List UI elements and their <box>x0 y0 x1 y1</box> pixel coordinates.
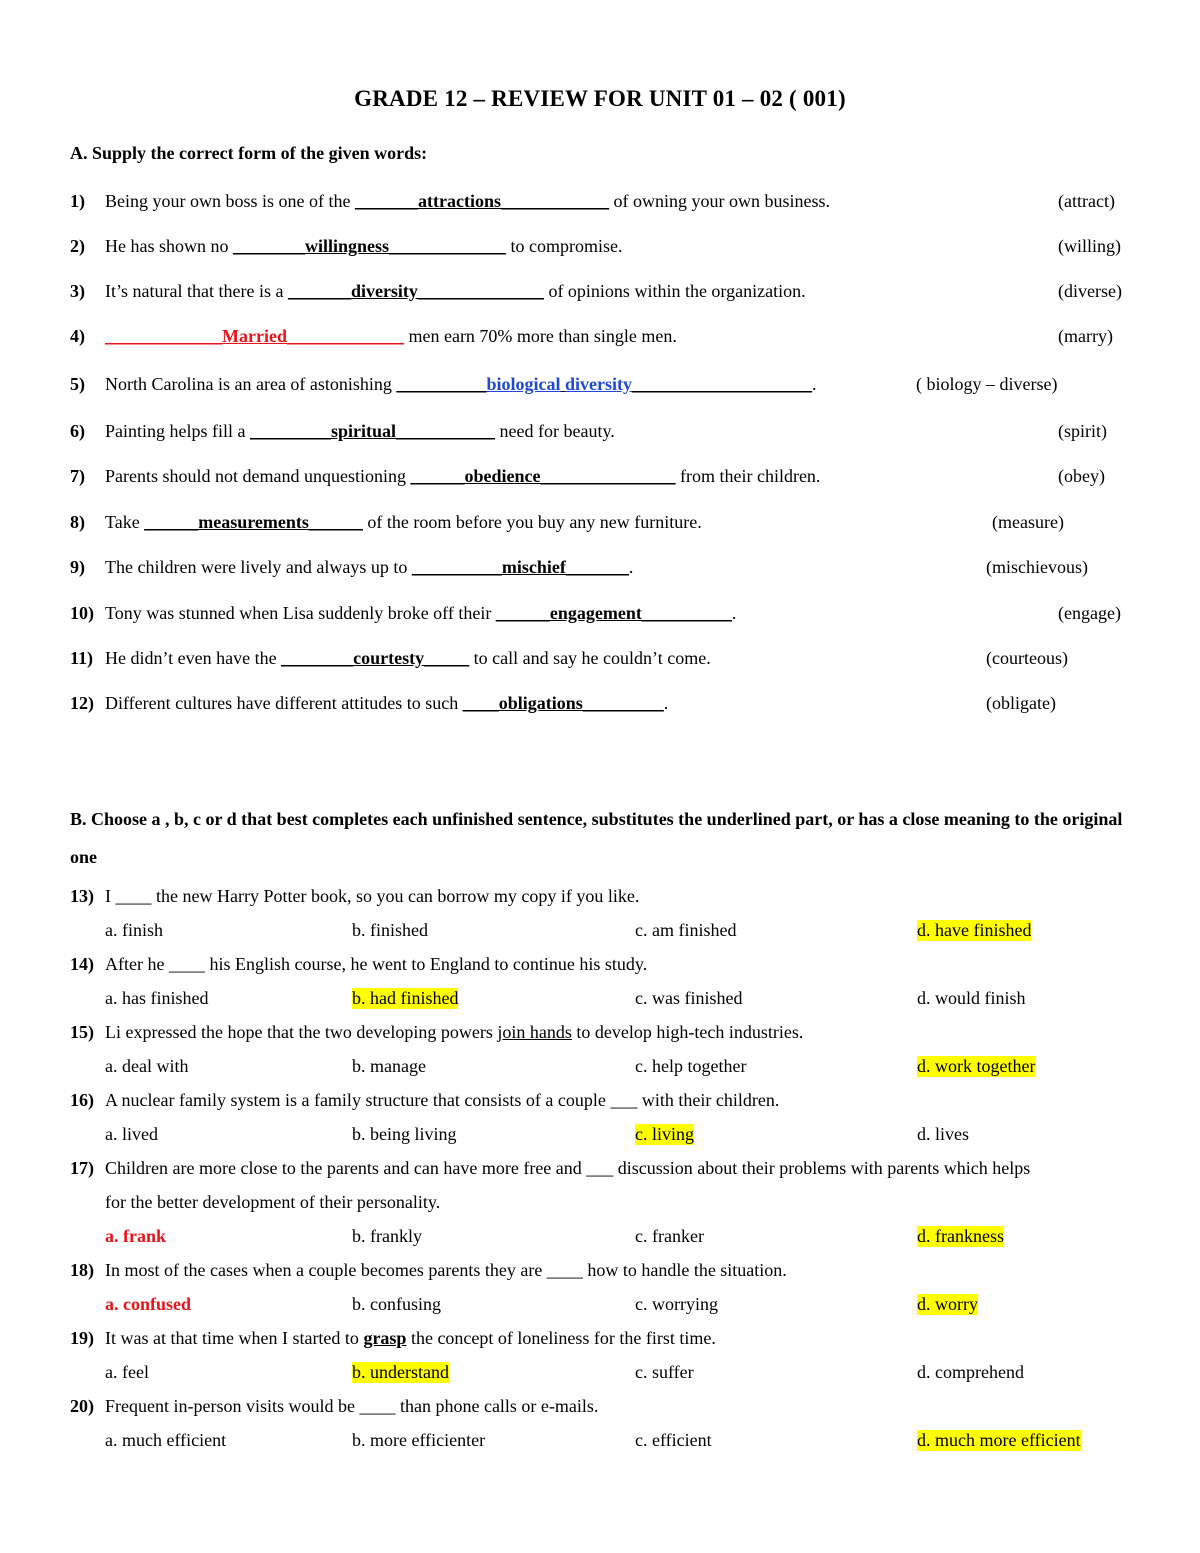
option-a[interactable]: a. lived <box>105 1124 158 1144</box>
question-14 <box>70 954 1130 980</box>
item-number: 16) <box>70 1090 94 1110</box>
question-13 <box>70 886 1130 912</box>
item-number: 2) <box>70 236 85 256</box>
options-17 <box>70 1226 1130 1252</box>
sentence: Different cultures have different attitudes to such ____obligations_________. <box>105 693 669 713</box>
answer-blank-word: diversity <box>564 374 632 394</box>
answer-blank: __________mischief_______ <box>411 557 629 577</box>
sentence: He didn’t even have the ________courtesty_____ to call and say he couldn’t come. <box>105 648 711 668</box>
section-a-heading: A. Supply the correct form of the given words: <box>70 143 428 163</box>
options-14 <box>70 988 1130 1014</box>
options-13 <box>70 920 1130 946</box>
options-18 <box>70 1294 1130 1320</box>
option-a[interactable]: a. feel <box>105 1362 149 1382</box>
question-15 <box>70 1022 1130 1048</box>
underlined-part: join hands <box>497 1022 572 1042</box>
sentence: Parents should not demand unquestioning ______obedience_______________ from their children. <box>105 466 821 486</box>
answer-blank: _____________Married_____________ <box>105 326 404 346</box>
item-number: 17) <box>70 1158 94 1178</box>
answer-blank: ____obligations_________ <box>462 693 664 713</box>
item-number: 19) <box>70 1328 94 1348</box>
question-text: After he ____ his English course, he went to England to continue his study. <box>105 954 648 974</box>
exercise-row-3 <box>70 281 1130 307</box>
item-number: 15) <box>70 1022 94 1042</box>
sentence: Painting helps fill a _________spiritual___________ need for beauty. <box>105 421 615 441</box>
sentence: The children were lively and always up to __________mischief_______. <box>105 557 634 577</box>
option-d-highlighted[interactable]: d. work together <box>917 1056 1036 1076</box>
option-c[interactable]: c. help together <box>635 1056 747 1076</box>
question-17 <box>70 1158 1130 1184</box>
option-b[interactable]: b. finished <box>352 920 428 940</box>
exercise-row-7 <box>70 466 1130 492</box>
word-hint: (courteous) <box>986 648 1068 668</box>
option-a-marked[interactable]: a. confused <box>105 1294 192 1314</box>
question-19 <box>70 1328 1130 1354</box>
option-d[interactable]: d. comprehend <box>917 1362 1024 1382</box>
question-text: A nuclear family system is a family structure that consists of a couple ___ with their children. <box>105 1090 780 1110</box>
sentence: Being your own boss is one of the _______attractions____________ of owning your own business. <box>105 191 830 211</box>
option-d[interactable]: d. lives <box>917 1124 969 1144</box>
word-hint: ( biology – diverse) <box>916 374 1058 394</box>
word-hint: (obey) <box>1058 466 1105 486</box>
option-c[interactable]: c. franker <box>635 1226 704 1246</box>
option-c[interactable]: c. worrying <box>635 1294 718 1314</box>
item-number: 9) <box>70 557 85 577</box>
option-c[interactable]: c. am finished <box>635 920 737 940</box>
answer-blank: ________willingness_____________ <box>233 236 507 256</box>
exercise-row-1 <box>70 191 1130 217</box>
question-text: It was at that time when I started to grasp the concept of loneliness for the first time. <box>105 1328 716 1348</box>
options-16 <box>70 1124 1130 1150</box>
answer-blank: _______diversity______________ <box>287 281 544 301</box>
word-hint: (diverse) <box>1058 281 1122 301</box>
item-number: 7) <box>70 466 85 486</box>
option-d-highlighted[interactable]: d. worry <box>917 1294 978 1314</box>
item-number: 1) <box>70 191 85 211</box>
word-hint: (marry) <box>1058 326 1113 346</box>
item-number: 13) <box>70 886 94 906</box>
option-b-highlighted[interactable]: b. understand <box>352 1362 449 1382</box>
option-b[interactable]: b. manage <box>352 1056 426 1076</box>
sentence: Take ______measurements______ of the room before you buy any new furniture. <box>105 512 702 532</box>
item-number: 12) <box>70 693 94 713</box>
option-d-highlighted[interactable]: d. frankness <box>917 1226 1004 1246</box>
option-b[interactable]: b. being living <box>352 1124 457 1144</box>
question-16 <box>70 1090 1130 1116</box>
exercise-row-9 <box>70 557 1130 583</box>
option-c[interactable]: c. suffer <box>635 1362 694 1382</box>
sentence: He has shown no ________willingness_____________ to compromise. <box>105 236 623 256</box>
item-number: 6) <box>70 421 85 441</box>
word-hint: (engage) <box>1058 603 1121 623</box>
option-b-highlighted[interactable]: b. had finished <box>352 988 459 1008</box>
option-a[interactable]: a. much efficient <box>105 1430 227 1450</box>
word-hint: (attract) <box>1058 191 1115 211</box>
question-text: Frequent in-person visits would be ____ than phone calls or e-mails. <box>105 1396 599 1416</box>
underlined-part: grasp <box>363 1328 407 1348</box>
item-number: 5) <box>70 374 85 394</box>
answer-blank-word: biological <box>486 374 561 394</box>
option-c-highlighted[interactable]: c. living <box>635 1124 694 1144</box>
option-c[interactable]: c. efficient <box>635 1430 712 1450</box>
answer-blank: ______obedience_______________ <box>410 466 676 486</box>
question-18 <box>70 1260 1130 1286</box>
option-a-marked[interactable]: a. frank <box>105 1226 167 1246</box>
option-a[interactable]: a. has finished <box>105 988 209 1008</box>
exercise-row-2 <box>70 236 1130 262</box>
option-b[interactable]: b. frankly <box>352 1226 422 1246</box>
item-number: 11) <box>70 648 94 668</box>
question-text-line2: for the better development of their personality. <box>105 1192 441 1212</box>
option-a[interactable]: a. deal with <box>105 1056 189 1076</box>
option-d-highlighted[interactable]: d. much more efficient <box>917 1430 1081 1450</box>
item-number: 8) <box>70 512 85 532</box>
word-hint: (measure) <box>992 512 1064 532</box>
section-b-heading: B. Choose a , b, c or d that best completes each unfinished sentence, substitutes the underlined part, or has a close meaning to the original one <box>70 809 1123 867</box>
options-19 <box>70 1362 1130 1388</box>
item-number: 18) <box>70 1260 94 1280</box>
item-number: 3) <box>70 281 85 301</box>
exercise-row-11 <box>70 648 1130 674</box>
option-b[interactable]: b. confusing <box>352 1294 441 1314</box>
item-number: 14) <box>70 954 94 974</box>
option-d-highlighted[interactable]: d. have finished <box>917 920 1032 940</box>
exercise-row-10 <box>70 603 1130 629</box>
word-hint: (mischievous) <box>986 557 1088 577</box>
sentence: Tony was stunned when Lisa suddenly broke off their ______engagement__________. <box>105 603 737 623</box>
answer-blank: ______measurements______ <box>144 512 363 532</box>
item-number: 4) <box>70 326 85 346</box>
answer-blank: ______engagement__________ <box>495 603 732 623</box>
sentence: North Carolina is an area of astonishing __________biological diversity____________________. <box>105 374 817 394</box>
exercise-row-8 <box>70 512 1130 538</box>
question-17-continued <box>70 1192 1130 1218</box>
question-text: I ____ the new Harry Potter book, so you can borrow my copy if you like. <box>105 886 640 906</box>
answer-blank: _________spiritual___________ <box>249 421 495 441</box>
question-text: In most of the cases when a couple becomes parents they are ____ how to handle the situation. <box>105 1260 787 1280</box>
options-15 <box>70 1056 1130 1082</box>
answer-blank: ________courtesty_____ <box>281 648 470 668</box>
options-20 <box>70 1430 1130 1456</box>
question-text: Li expressed the hope that the two developing powers join hands to develop high-tech industries. <box>105 1022 804 1042</box>
option-c[interactable]: c. was finished <box>635 988 743 1008</box>
exercise-row-12 <box>70 693 1130 719</box>
option-d[interactable]: d. would finish <box>917 988 1026 1008</box>
option-b[interactable]: b. more efficienter <box>352 1430 486 1450</box>
sentence: _____________Married_____________ men earn 70% more than single men. <box>105 326 677 346</box>
exercise-row-5 <box>70 374 1130 400</box>
option-a[interactable]: a. finish <box>105 920 163 940</box>
exercise-row-4 <box>70 326 1130 352</box>
question-20 <box>70 1396 1130 1422</box>
item-number: 10) <box>70 603 94 623</box>
page-title: GRADE 12 – REVIEW FOR UNIT 01 – 02 ( 001) <box>354 86 846 111</box>
word-hint: (obligate) <box>986 693 1056 713</box>
sentence: It’s natural that there is a _______diversity______________ of opinions within the organization. <box>105 281 806 301</box>
item-number: 20) <box>70 1396 94 1416</box>
word-hint: (spirit) <box>1058 421 1107 441</box>
answer-blank: _______attractions____________ <box>354 191 609 211</box>
question-text: Children are more close to the parents and can have more free and ___ discussion about their problems with parents which helps <box>105 1158 1031 1178</box>
exercise-row-6 <box>70 421 1130 447</box>
word-hint: (willing) <box>1058 236 1121 256</box>
